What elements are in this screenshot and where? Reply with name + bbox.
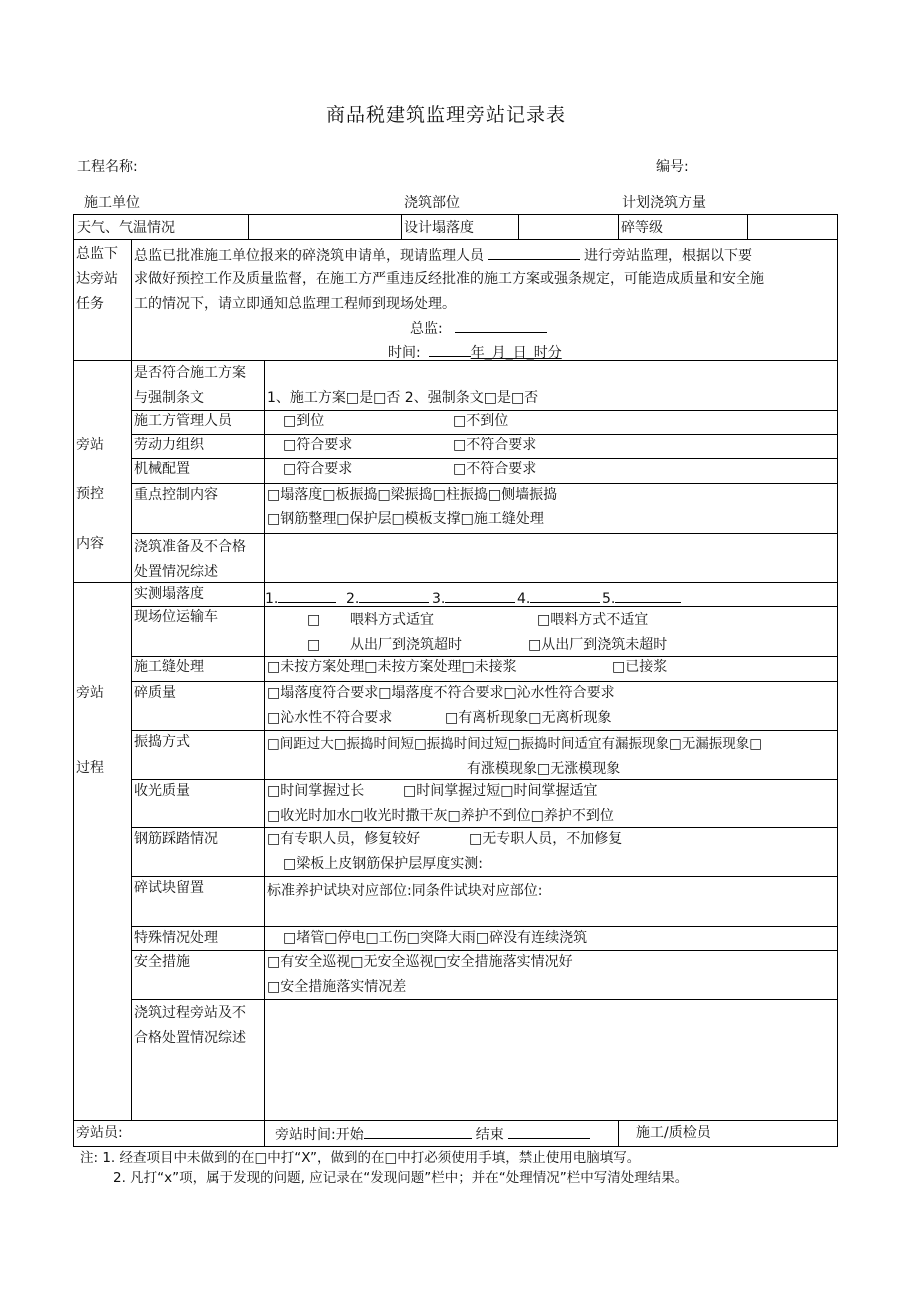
slump-item-3[interactable]: 3. (432, 590, 515, 606)
rebar-line-1a[interactable]: □有专职人员，修复较好 (267, 831, 421, 847)
construction-unit-label: 施工单位 (84, 195, 140, 211)
supervisor-blank[interactable] (455, 320, 547, 333)
task-text-line-3: 工的情况下，请立即通知总监理工程师到现场处理。 (134, 296, 456, 312)
planned-volume-label: 计划浇筑方量 (622, 195, 706, 211)
precontrol-label-2: 预控 (76, 486, 104, 502)
end-time-blank[interactable] (508, 1126, 590, 1139)
pour-location-label: 浇筑部位 (404, 195, 460, 211)
time-line: 时间: 年_月_日_时分 (388, 345, 562, 361)
task-label-2: 达旁站 (76, 271, 118, 287)
start-time-blank[interactable] (364, 1126, 472, 1139)
process-label-2: 过程 (76, 760, 104, 776)
task-text-line-2: 求做好预控工作及质量监督，在施工方严重违反经批准的施工方案或强条规定，可能造成质量和安全施 (134, 271, 764, 287)
vibration-label: 振捣方式 (134, 734, 190, 750)
plan-compliance-label-2: 与强制条文 (134, 390, 204, 406)
key-control-label: 重点控制内容 (134, 487, 218, 503)
specimen-label: 碎试块留置 (134, 880, 204, 896)
management-label: 施工方管理人员 (134, 413, 232, 429)
special-label: 特殊情况处理 (134, 930, 218, 946)
prep-label-1: 浇筑准备及不合格 (134, 539, 246, 555)
process-label-1: 旁站 (76, 685, 104, 701)
quality-line-2b[interactable]: □有离析现象□无离析现象 (445, 710, 612, 726)
management-opt-not-in-place[interactable]: □不到位 (453, 413, 509, 429)
truck-checkbox-2[interactable]: □ (307, 637, 321, 653)
truck-overtime: 从出厂到浇筑超时 (350, 637, 462, 653)
machinery-opt-ok[interactable]: □符合要求 (283, 461, 353, 477)
summary-label-2: 合格处置情况综述 (134, 1030, 246, 1046)
safety-line-1[interactable]: □有安全巡视□无安全巡视□安全措施落实情况好 (267, 954, 573, 970)
plan-compliance-value[interactable]: 1、施工方案□是□否 2、强制条文□是□否 (267, 390, 539, 406)
key-control-line-2[interactable]: □钢筋整理□保护层□模板支撑□施工缝处理 (267, 511, 544, 527)
note-2: 2. 凡打“x”项，属于发现的问题, 应记录在“发现问题”栏中；并在“处理情况”栏中写清处理结果。 (113, 1170, 689, 1186)
note-1: 注: 1. 经查项目中未做到的在□中打“X”，做到的在□中打必须使用手填，禁止使用电脑填写。 (80, 1150, 641, 1166)
quality-line-2a[interactable]: □沁水性不符合要求 (267, 710, 393, 726)
management-opt-in-place[interactable]: □到位 (283, 413, 325, 429)
slump-item-4[interactable]: 4. (517, 590, 600, 606)
finishing-label: 收光质量 (134, 783, 190, 799)
truck-feeding-not-ok[interactable]: □喂料方式不适宜 (537, 612, 649, 628)
safety-line-2[interactable]: □安全措施落实情况差 (267, 979, 407, 995)
task-text-line-1: 总监已批准施工单位报来的碎浇筑申请单，现请监理人员 进行旁站监理，根据以下要 (134, 248, 752, 264)
weather-label: 天气、气温情况 (77, 220, 175, 236)
machinery-opt-not-ok[interactable]: □不符合要求 (453, 461, 537, 477)
slump-item-5[interactable]: 5. (602, 590, 681, 606)
finishing-line-1a[interactable]: □时间掌握过长 (267, 783, 365, 799)
task-label-1: 总监下 (76, 246, 118, 262)
slump-item-2[interactable]: 2. (346, 590, 429, 606)
truck-checkbox-1[interactable]: □ (307, 612, 321, 628)
inspector-label: 旁站员: (76, 1125, 123, 1141)
rebar-line-2[interactable]: □梁板上皮钢筋保护层厚度实测: (283, 856, 483, 872)
page-title: 商品税建筑监理旁站记录表 (326, 104, 567, 126)
truck-not-overtime[interactable]: □从出厂到浇筑未超时 (528, 637, 668, 653)
joint-value-b[interactable]: □已接浆 (612, 659, 668, 675)
special-value[interactable]: □堵管□停电□工伤□突降大雨□碎没有连续浇筑 (283, 930, 588, 946)
number-label: 编号: (656, 159, 689, 175)
vibration-line-1[interactable]: □间距过大□振捣时间短□振捣时间过短□振捣时间适宜有漏振现象□无漏振现象□ (267, 736, 763, 752)
safety-label: 安全措施 (134, 954, 190, 970)
slump-item-1[interactable]: 1. (265, 590, 336, 606)
key-control-line-1[interactable]: □塌落度□板振捣□梁振捣□柱振捣□侧墙振捣 (267, 487, 558, 503)
labor-opt-ok[interactable]: □符合要求 (283, 437, 353, 453)
finishing-line-2[interactable]: □收光时加水□收光时撒干灰□养护不到位□养护不到位 (267, 808, 614, 824)
joint-value-a[interactable]: □未按方案处理□未按方案处理□未接浆 (267, 659, 517, 675)
qc-label: 施工/质检员 (636, 1125, 711, 1141)
quality-label: 碎质量 (134, 685, 176, 701)
summary-label-1: 浇筑过程旁站及不 (134, 1005, 246, 1021)
year-blank[interactable] (429, 344, 471, 357)
vibration-line-2[interactable]: 有涨模现象□无涨模现象 (467, 761, 621, 777)
supervisor-line: 总监: (410, 320, 547, 336)
precontrol-label-1: 旁站 (76, 437, 104, 453)
inspector-blank[interactable] (488, 247, 580, 260)
finishing-line-1b[interactable]: □时间掌握过短□时间掌握适宜 (403, 783, 598, 799)
labor-label: 劳动力组织 (134, 437, 204, 453)
prep-label-2: 处置情况综述 (134, 564, 218, 580)
joint-label: 施工缝处理 (134, 659, 204, 675)
labor-opt-not-ok[interactable]: □不符合要求 (453, 437, 537, 453)
machinery-label: 机械配置 (134, 461, 190, 477)
plan-compliance-label-1: 是否符合施工方案 (134, 365, 246, 381)
rebar-line-1b[interactable]: □无专职人员，不加修复 (469, 831, 623, 847)
rebar-label: 钢筋踩踏情况 (134, 831, 218, 847)
specimen-value[interactable]: 标准养护试块对应部位:同条件试块对应部位: (267, 883, 543, 899)
slump-label: 实测塌落度 (134, 586, 204, 602)
task-label-3: 任务 (76, 296, 104, 312)
time-start: 旁站时间:开始 结束 (275, 1126, 590, 1142)
precontrol-label-3: 内容 (76, 536, 104, 552)
design-slump-label: 设计塌落度 (404, 220, 474, 236)
truck-label: 现场位运输车 (134, 609, 218, 625)
concrete-grade-label: 碎等级 (621, 220, 663, 236)
quality-line-1[interactable]: □塌落度符合要求□塌落度不符合要求□沁水性符合要求 (267, 685, 615, 701)
truck-feeding-ok: 喂料方式适宜 (350, 612, 434, 628)
project-name-label: 工程名称: (77, 159, 138, 175)
